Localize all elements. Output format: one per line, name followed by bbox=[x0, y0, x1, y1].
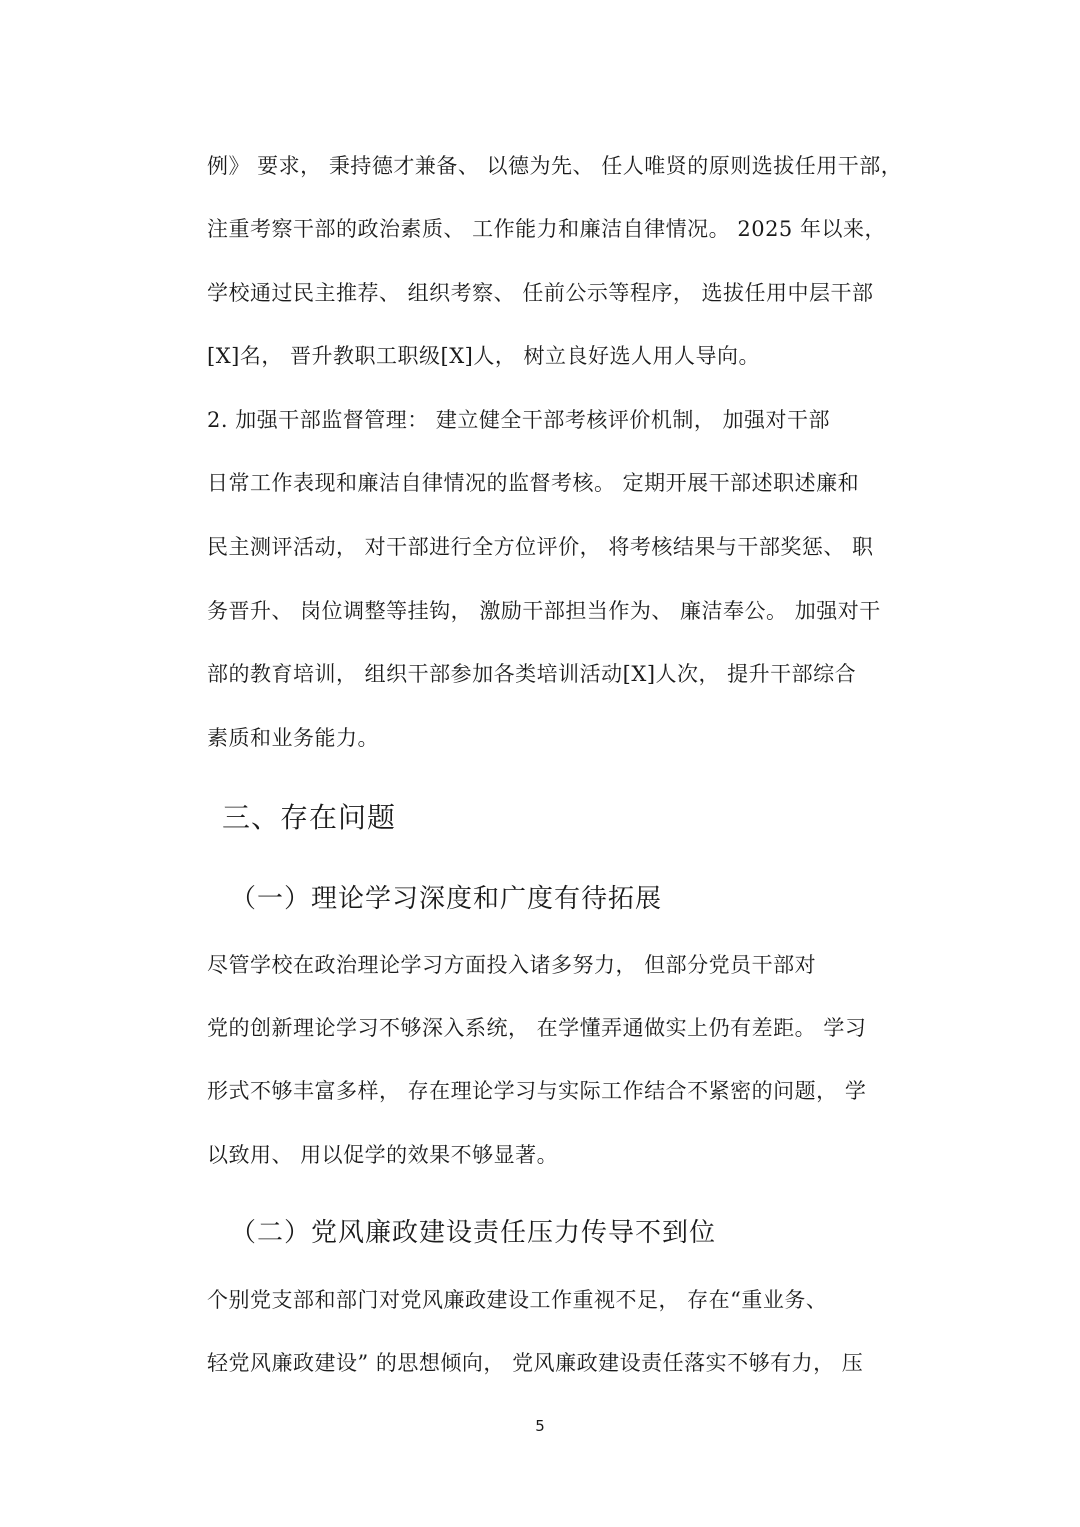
paragraph-line: 日常工作表现和廉洁自律情况的监督考核。 定期开展干部述职述廉和 bbox=[207, 471, 860, 495]
paragraph-line: 注重考察干部的政治素质、 工作能力和廉洁自律情况。 2025 年以来， bbox=[207, 217, 886, 241]
paragraph-line: 民主测评活动， 对干部进行全方位评价， 将考核结果与干部奖惩、 职 bbox=[207, 535, 874, 559]
paragraph-line: [X]名， 晋升教职工职级[X]人， 树立良好选人用人导向。 bbox=[207, 344, 761, 368]
paragraph-line: 素质和业务能力。 bbox=[207, 726, 379, 750]
subsection-heading: （二）党风廉政建设责任压力传导不到位 bbox=[230, 1218, 717, 1248]
paragraph-line: 务晋升、 岗位调整等挂钩， 激励干部担当作为、 廉洁奉公。 加强对干 bbox=[207, 599, 881, 623]
paragraph-line: 尽管学校在政治理论学习方面投入诸多努力， 但部分党员干部对 bbox=[207, 953, 817, 977]
paragraph-line: 个别党支部和部门对党风廉政建设工作重视不足， 存在“重业务、 bbox=[207, 1288, 828, 1312]
paragraph-line: 学校通过民主推荐、 组织考察、 任前公示等程序， 选拔任用中层干部 bbox=[207, 281, 874, 305]
paragraph-line: 党的创新理论学习不够深入系统， 在学懂弄通做实上仍有差距。 学习 bbox=[207, 1016, 867, 1040]
paragraph-line: 例》 要求， 秉持德才兼备、 以德为先、 任人唯贤的原则选拔任用干部， bbox=[207, 154, 903, 178]
paragraph-line: 部的教育培训， 组织干部参加各类培训活动[X]人次， 提升干部综合 bbox=[207, 662, 857, 686]
section-heading: 三、存在问题 bbox=[222, 801, 397, 834]
paragraph-line: 形式不够丰富多样， 存在理论学习与实际工作结合不紧密的问题， 学 bbox=[207, 1079, 867, 1103]
paragraph-line: 以致用、 用以促学的效果不够显著。 bbox=[207, 1143, 559, 1167]
paragraph-line: 轻党风廉政建设” 的思想倾向， 党风廉政建设责任落实不够有力， 压 bbox=[207, 1351, 864, 1375]
subsection-heading: （一）理论学习深度和广度有待拓展 bbox=[230, 884, 663, 914]
paragraph-line: 2. 加强干部监督管理： 建立健全干部考核评价机制， 加强对干部 bbox=[207, 408, 831, 432]
page-number: 5 bbox=[535, 1417, 545, 1435]
